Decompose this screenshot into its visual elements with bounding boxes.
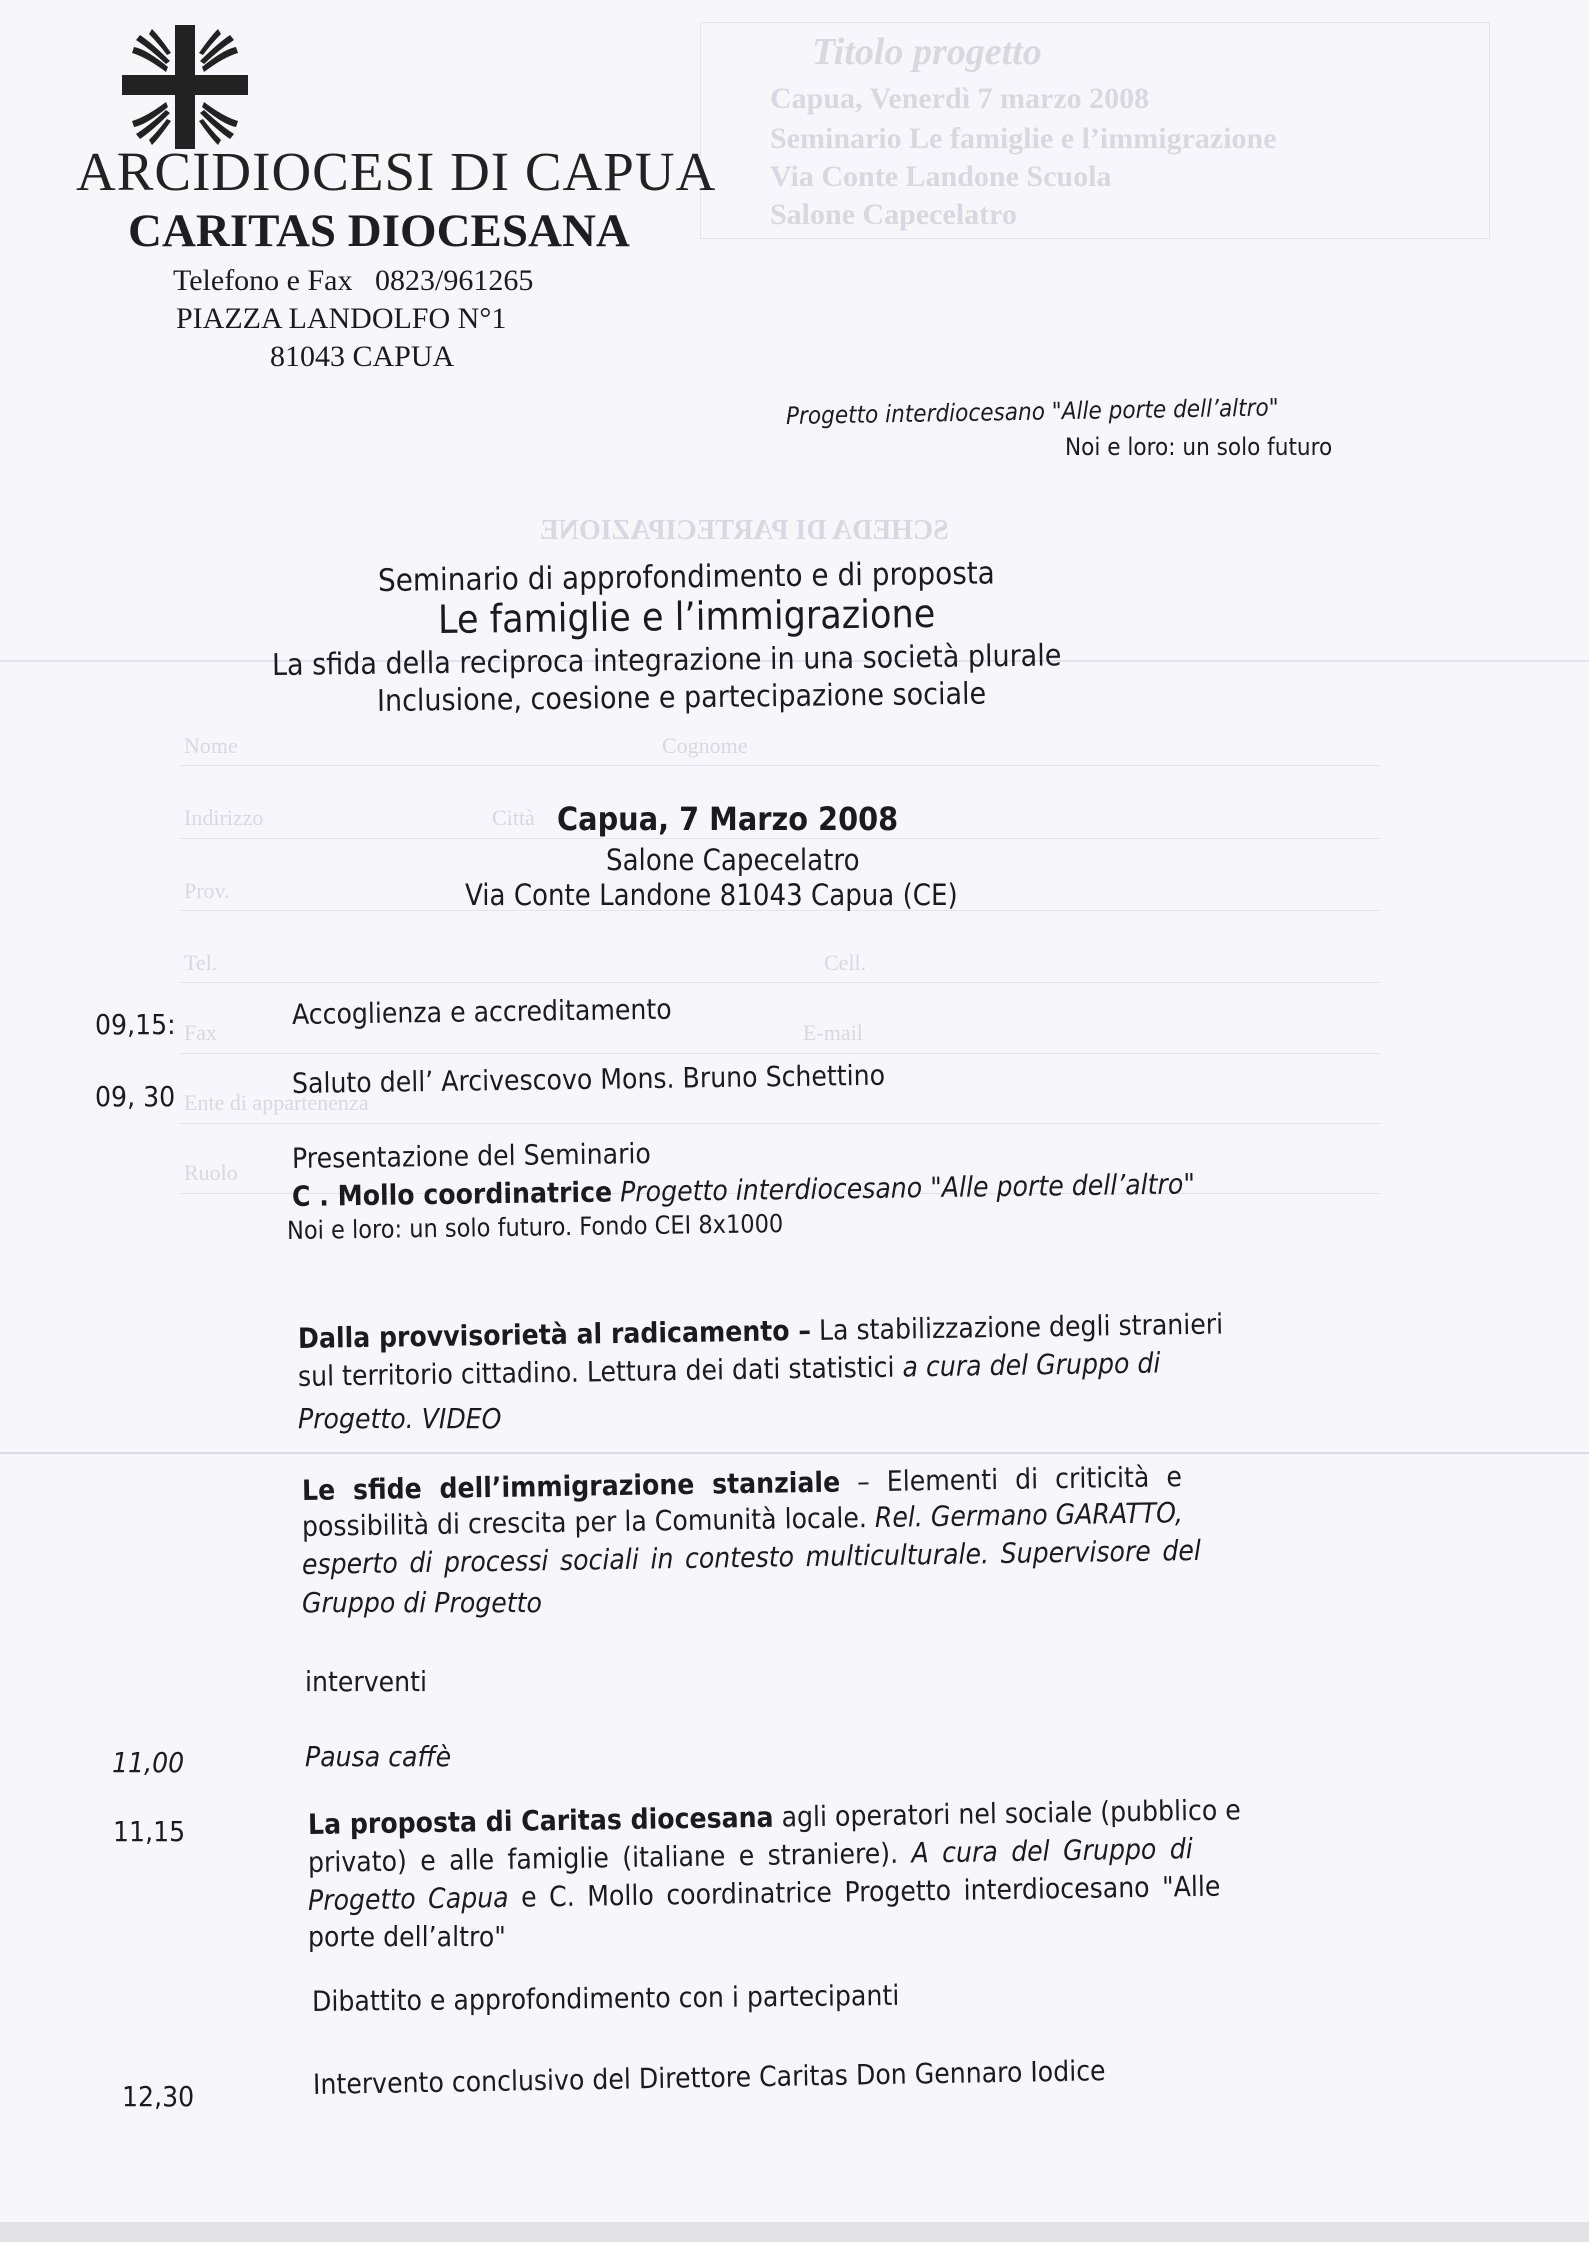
agenda-item-presentation: Presentazione del Seminario [291,1136,652,1175]
phone-line [173,264,533,298]
city: 81043 CAPUA [270,340,455,373]
talk-credit: A cura del Gruppo di [911,1832,1193,1870]
seminar-pretitle: Seminario di approfondimento e di proposta [377,555,995,599]
talk-desc: La stabilizzazione degli stranieri [818,1307,1224,1347]
agenda-item-greeting: Saluto dell’ Arcivescovo Mons. Bruno Schettino [291,1058,886,1100]
bleed-through-field: Città [492,805,535,830]
speaker-name: C . Mollo coordinatrice [291,1175,613,1213]
agenda-item-sfide-line4: Gruppo di Progetto [302,1586,542,1619]
paper-fold [0,1452,1589,1454]
time-0915: 09,15: [95,1008,176,1041]
talk-title: Le sfide dell’immigrazione stanziale [301,1465,841,1507]
caritas-cross-icon [122,25,248,149]
time-1100: 11,00 [112,1746,185,1779]
event-address: Via Conte Landone 81043 Capua (CE) [465,878,958,912]
bleed-through-rule [180,1123,1380,1124]
phone-number: 0823/961265 [375,264,534,297]
talk-title: La proposta di Caritas diocesana [307,1800,774,1841]
project-name: Progetto interdiocesano "Alle porte dell’altro" [785,393,1279,430]
bleed-through-field: Indirizzo [184,805,264,830]
talk-desc: privato) e alle famiglie (italiane e straniere). [307,1836,899,1879]
agenda-item-coffee-break: Pausa caffè [305,1740,452,1773]
seminar-subtitle: La sfida della reciproca integrazione in una società plurale [271,638,1062,683]
address: PIAZZA LANDOLFO N°1 [176,302,507,335]
bleed-through-field: Nome [184,733,238,758]
talk-credit: Progetto Capua [307,1880,509,1917]
bleed-through-rule [180,765,1380,766]
talk-desc: sul territorio cittadino. Lettura dei dati statistici [297,1350,895,1393]
agenda-item-closing: Intervento conclusivo del Direttore Caritas Don Gennaro Iodice [312,2054,1106,2101]
speaker-name: Rel. Germano GARATTO, [874,1496,1184,1534]
talk-desc: – Elementi di criticità e [856,1460,1183,1499]
speaker-project: Progetto interdiocesano "Alle porte dell’altro" [619,1167,1196,1209]
bleed-through-field: Ente di appartenenza [184,1090,369,1115]
bleed-through-field: Tel. [184,950,218,975]
bleed-through-field: Cell. [824,950,867,975]
time-0930: 09, 30 [95,1080,176,1113]
project-motto: Noi e loro: un solo futuro [1065,433,1333,461]
agenda-item-mollo-fund: Noi e loro: un solo futuro. Fondo CEI 8x1000 [286,1209,784,1245]
event-date: Capua, 7 Marzo 2008 [557,800,899,838]
bleed-through-text: Titolo progetto [812,31,1042,73]
agenda-item-sfide-line3: esperto di processi sociali in contesto multiculturale. Supervisore del [301,1533,1202,1581]
time-1115: 11,15 [113,1815,186,1848]
dept-name: CARITAS DIOCESANA [128,205,630,257]
phone-label: Telefono e Fax [173,264,353,297]
agenda-item-interventi: interventi [305,1665,427,1698]
bleed-through-field: Ruolo [184,1160,238,1185]
bleed-through-text: Seminario Le famiglie e l’immigrazione [770,122,1277,155]
talk-desc: e C. Mollo coordinatrice Progetto interdiocesano "Alle [520,1869,1221,1914]
agenda-item-mollo [292,1167,1195,1213]
bleed-through-field: Cognome [662,733,748,758]
bleed-through-field: Fax [184,1020,217,1045]
bleed-through-text: Salone Capecelatro [770,198,1017,231]
bleed-through-rule [180,838,1380,839]
time-1230: 12,30 [122,2080,195,2113]
bleed-through-rule [180,1053,1380,1054]
scan-edge [0,2222,1589,2242]
agenda-item-proposta-line4: porte dell’altro" [308,1920,506,1953]
bleed-through-rule [180,982,1380,983]
talk-desc: possibilità di crescita per la Comunità locale. [301,1501,868,1543]
agenda-item-debate: Dibattito e approfondimento con i partecipanti [311,1978,900,2018]
org-name: ARCIDIOCESI DI CAPUA [76,141,717,202]
agenda-item-dalla-line2 [298,1346,1161,1393]
seminar-title: Le famiglie e l’immigrazione [437,591,936,643]
talk-credit: a cura del Gruppo di [902,1346,1161,1384]
agenda-item-welcome: Accoglienza e accreditamento [291,992,672,1031]
talk-title: Dalla provvisorietà al radicamento – [297,1313,812,1355]
seminar-subtitle-2: Inclusione, coesione e partecipazione sociale [376,676,987,719]
talk-desc: agli operatori nel sociale (pubblico e [781,1793,1242,1834]
bleed-through-form-title: SCHEDA DI PARTECIPAZIONE [540,515,949,546]
event-venue: Salone Capecelatro [606,843,860,877]
agenda-item-dalla-line3: Progetto. VIDEO [298,1402,502,1435]
bleed-through-text: Capua, Venerdì 7 marzo 2008 [770,82,1150,115]
bleed-through-field: Prov. [184,878,230,903]
bleed-through-text: Via Conte Landone Scuola [770,160,1112,193]
bleed-through-field: E-mail [803,1020,863,1045]
